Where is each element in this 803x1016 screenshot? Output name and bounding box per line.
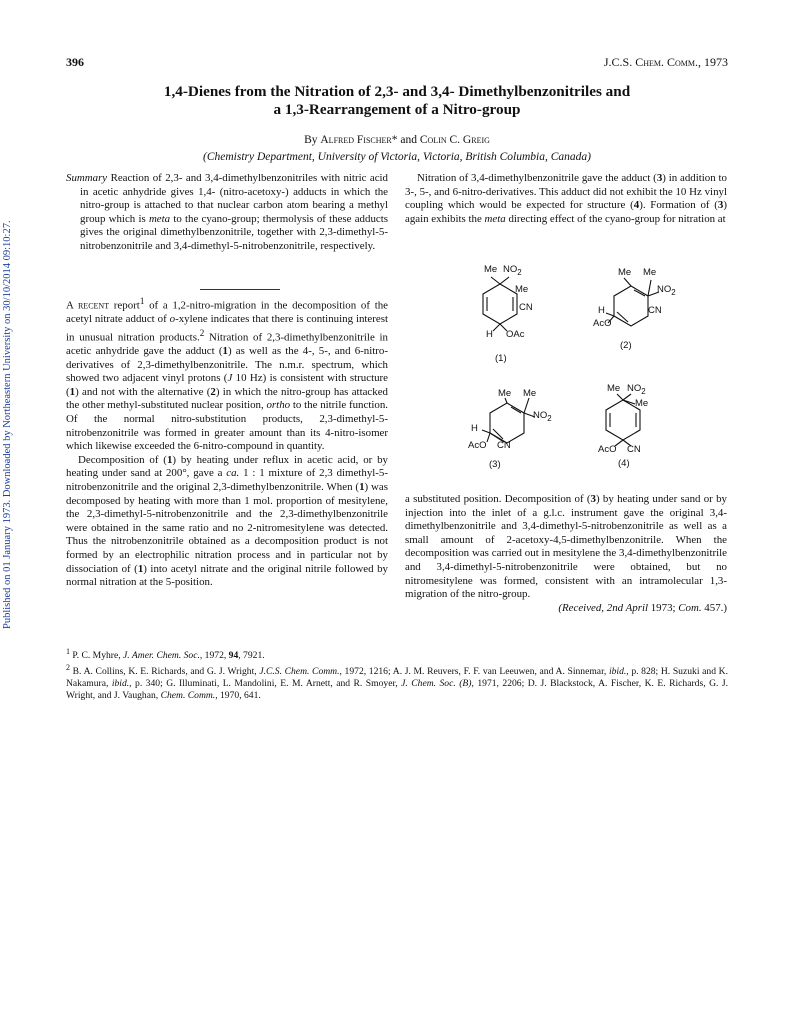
- by-word: By: [304, 134, 318, 146]
- compound-ref: 1: [222, 345, 228, 358]
- text: 10 Hz) is consistent with structure (: [66, 372, 389, 398]
- italic: meta: [484, 212, 506, 225]
- text: , 1971, 2206; D. J. Blackstock, A. Fischer, K. E. Richards, G. J. Wright, and J. Vaughan,: [66, 677, 728, 701]
- journal-name: J. Chem. Soc. (B): [401, 677, 472, 689]
- structure-1-number: (1): [495, 353, 507, 364]
- text: , 1972, 1216; A. J. M. Reuvers, F. F. van Leeuwen, and A. Sinnemar,: [339, 666, 609, 678]
- compound-ref: 2: [210, 385, 216, 398]
- journal-name: ibid.: [111, 677, 130, 689]
- structure-2-label: AcO: [593, 318, 612, 329]
- download-watermark: Published on 01 January 1973. Downloaded by Northeastern University on 30/10/2014 09:10:27.: [2, 220, 13, 630]
- text: Decomposition of (: [78, 453, 167, 466]
- body-column-right-top: [405, 172, 727, 226]
- structure-2-label: Me: [643, 267, 657, 278]
- journal-name: ibid.: [608, 666, 627, 678]
- italic: o: [169, 313, 176, 326]
- reference-number: 1: [66, 647, 70, 656]
- title-line-1: 1,4-Dienes from the Nitration of 2,3- and 3,4- Dimethylbenzonitriles and: [163, 83, 631, 100]
- text: ) was decomposed by heating with more than 1 mol. proportion of mesitylene, the 2,3-dimethyl-5-nitrobenzonitrile and the 2,3-dimethylbenzonitrile were obtained in the same ratio and no 2-nitromesitylene was detected. Thus the nitrobenzonitrile obtained as a decomposition product is not formed by an electrophilic nitration process and in particular not by dissociation of (: [66, 480, 388, 575]
- body-paragraph-3: [405, 172, 727, 226]
- text: , 1970, 641.: [215, 689, 261, 701]
- text: -xylene indicates that there is continuing interest in unusual nitration products.: [66, 313, 388, 344]
- journal-name: J. Amer. Chem. Soc.: [123, 650, 200, 662]
- text: Nitration of 2,3-dimethylbenzonitrile in acetic anhydride gave the adduct (: [66, 331, 388, 358]
- text: ). Formation of (: [639, 199, 718, 212]
- summary-divider: [200, 289, 280, 290]
- text: ) in addition to 3-, 5-, and 6-nitro-derivatives. This adduct did not exhibit the 10 Hz vinyl coupling which would be expected for structure (: [405, 172, 727, 212]
- volume: 94: [228, 650, 239, 662]
- text: ) in which the nitro-group has attacked the other methyl-substituted nuclear position,: [66, 385, 388, 412]
- text: ) by heating under sand or by injection into the inlet of a g.l.c. instrument gave the original 3,4-dimethylbenzonitrile and 3,4-dimethyl-5-nitrobenzonitrile as well as a small amount of 2-acetoxy-4,5-dimethylbenzonitrile. When the decomposition was carried out in mesitylene the 3,4-dimethylbenzonitrile and 3,4-dimethyl-5-nitrobenzonitrile were obtained, but no nitromesitylene was formed, consistent with an intramolecular 1,3-migration of the nitro-group.: [405, 493, 727, 601]
- text: a substituted position. Decomposition of (: [405, 493, 591, 505]
- structure-drawings: [405, 258, 727, 473]
- text: ) into acetyl nitrate and the original nitrile followed by normal nitration at the 5-position.: [66, 562, 388, 589]
- italic: ca.: [226, 467, 240, 480]
- structure-2-label: $NO_2$: [657, 284, 676, 297]
- body-paragraph-2: [66, 454, 388, 590]
- structure-3-label: Me: [498, 388, 512, 399]
- structure-1-label: H: [486, 329, 493, 340]
- structure-3-label: Me: [523, 388, 537, 399]
- structure-4-label: AcO: [598, 444, 617, 455]
- received-text: 457.): [701, 601, 727, 614]
- structure-1-label: Me: [484, 264, 498, 275]
- summary-text: Reaction of 2,3- and 3,4-dimethylbenzonitriles with nitric acid in acetic anhydride gives 1,4- (nitro-acetoxy-) adducts in which the nitro-group is attached to that nuclear carbon atom bearing a methyl group which is: [80, 172, 388, 225]
- structure-1-label: OAc: [506, 329, 525, 340]
- structure-3-label: AcO: [468, 440, 487, 451]
- compound-ref: 3: [656, 172, 663, 184]
- text: ) again exhibits the: [405, 199, 728, 225]
- text: , p. 340; G. Illuminati, L. Mandolini, E. M. Arnett, and R. Smoyer,: [129, 677, 402, 689]
- structure-2-ring: [606, 278, 659, 326]
- author-line: [66, 134, 728, 146]
- text: ) and not with the alternative (: [75, 385, 211, 398]
- received-text: 1973;: [648, 601, 679, 614]
- and-word: and: [400, 134, 417, 146]
- received-date: [405, 602, 727, 616]
- compound-ref: 1: [166, 453, 173, 466]
- text: , 1972,: [199, 650, 229, 662]
- lead-in: A recent: [66, 299, 110, 312]
- journal-name: J.C.S. Chem. Comm.: [259, 666, 340, 678]
- summary-emphasis: meta: [148, 212, 171, 225]
- author-greig: Colin C. Greig: [419, 134, 490, 146]
- reference-number: 2: [66, 662, 70, 672]
- received-text: (Received, 2nd April: [558, 601, 649, 614]
- compound-ref: 3: [590, 493, 596, 505]
- text: P. C. Myhre,: [70, 650, 124, 662]
- structure-3-label: H: [471, 423, 478, 434]
- structure-2-label: CN: [648, 305, 662, 316]
- compound-ref: 1: [69, 385, 76, 398]
- structure-4-label: $NO_2$: [627, 383, 646, 396]
- structure-3-label: CN: [497, 440, 511, 451]
- structure-1-label: CN: [519, 302, 533, 313]
- ref-mark[interactable]: 1: [139, 296, 145, 306]
- text: report: [109, 299, 140, 312]
- references: [66, 646, 728, 702]
- summary-text: to the cyano-group; thermolysis of these adducts gives the original dimethylbenzonitrile, together with 2,3-dimethyl-5-nitrobenzonitrile and 3,4-dimethyl-5-nitrobenzonitrile, respectively.: [80, 212, 388, 252]
- ref-mark[interactable]: 2: [199, 327, 205, 338]
- structure-4-number: (4): [618, 458, 630, 469]
- body-paragraph-1: [66, 295, 388, 454]
- italic: J: [227, 372, 233, 385]
- compound-ref: 1: [359, 480, 365, 493]
- text: , 7921.: [238, 650, 265, 662]
- text: ) by heating under reflux in acetic acid, or by heating under sand at 200°, gave a: [66, 453, 388, 480]
- structure-2-label: Me: [618, 267, 632, 278]
- italic: ortho: [266, 399, 291, 412]
- structure-4-label: Me: [635, 398, 649, 409]
- body-paragraph-4: [405, 493, 727, 602]
- summary-paragraph: [66, 172, 388, 254]
- text: , p. 828; H. Suzuki and K. Nakamura,: [66, 666, 728, 689]
- structure-3-label: $NO_2$: [533, 410, 552, 423]
- structure-1-label: $NO_2$: [503, 264, 522, 277]
- received-text: Com.: [678, 601, 702, 614]
- reference-1: [66, 646, 728, 662]
- structure-4-label: CN: [627, 444, 641, 455]
- compound-ref: 1: [137, 562, 144, 575]
- summary-label: Summary: [66, 172, 108, 184]
- structure-3-ring: [482, 398, 535, 443]
- compound-ref: 4: [633, 199, 640, 212]
- summary-block: [66, 172, 388, 254]
- structure-4-label: Me: [607, 383, 621, 394]
- reference-2: [66, 662, 728, 702]
- text: B. A. Collins, K. E. Richards, and G. J. Wright,: [70, 666, 260, 678]
- structure-2-label: H: [598, 305, 605, 316]
- text: ) as well as the 4-, 5-, and 6-nitro-derivatives of 2,3-dimethylbenzonitrile. The n.m.r. spectrum, which showed two adjacent vinyl protons (: [66, 345, 388, 385]
- structure-2-number: (2): [620, 340, 632, 351]
- structure-1-ring: [483, 277, 517, 331]
- compound-ref: 3: [717, 199, 724, 212]
- text: of a 1,2-nitro-migration in the decomposition of the acetyl nitrate adduct of: [66, 299, 388, 326]
- title-line-2: a 1,3-Rearrangement of a Nitro-group: [273, 101, 521, 118]
- author-fischer: Alfred Fischer*: [320, 134, 398, 146]
- page-number: 396: [66, 55, 84, 69]
- structure-3-number: (3): [489, 459, 501, 470]
- journal-name: Chem. Comm.: [160, 689, 216, 701]
- structure-figure: [405, 258, 727, 473]
- text: directing effect of the cyano-group for nitration at: [505, 212, 726, 225]
- text: 1 : 1 mixture of 2,3 dimethyl-5-nitrobenzonitrile and the original 2,3-dimethylbenzonitrile. When (: [66, 467, 388, 493]
- body-column-right-bottom: [405, 493, 727, 615]
- affiliation: (Chemistry Department, University of Victoria, Victoria, British Columbia, Canada): [203, 151, 591, 163]
- text: to the nitrile function. Of the normal nitro-substitution products, 2,3-dimethyl-5-nitrobenzonitrile was formed in greater amount than its 4-nitro-isomer which likewise exceeded the 6-nitro-compound in quantity.: [66, 399, 388, 453]
- text: Nitration of 3,4-dimethylbenzonitrile gave the adduct (: [417, 172, 657, 184]
- body-column-left: [66, 295, 388, 590]
- structure-1-label: Me: [515, 284, 529, 295]
- article-title: [66, 83, 728, 119]
- journal-running-head: J.C.S. Chem. Comm., 1973: [603, 55, 728, 69]
